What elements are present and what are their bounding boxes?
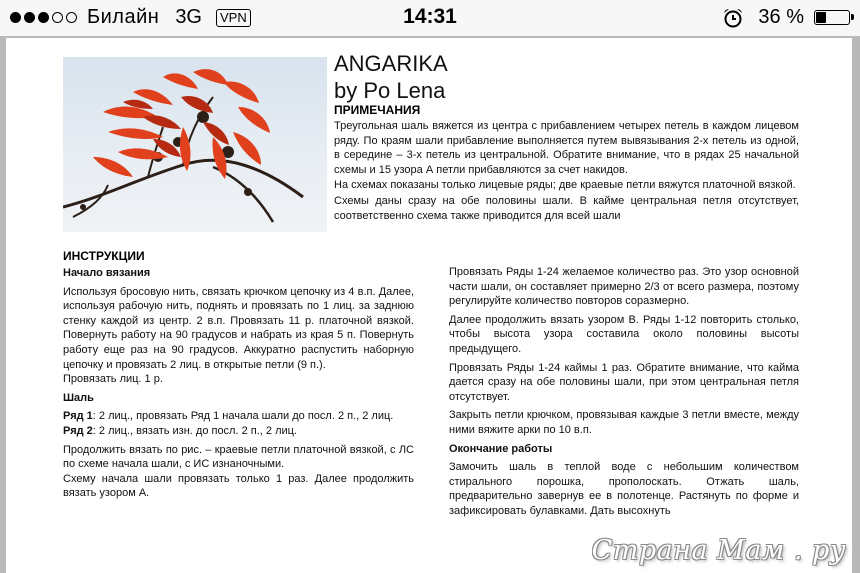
site-watermark: Страна Мам . ру bbox=[591, 535, 846, 566]
start-text-2: Провязать лиц. 1 р. bbox=[63, 373, 163, 386]
battery-icon bbox=[814, 10, 850, 25]
notes-paragraph: Схемы даны сразу на обе половины шали. В кайме центральная петля отсутствует, соответственно схема также приводится для всей шали bbox=[334, 194, 799, 222]
flower-illustration bbox=[63, 57, 327, 232]
right-paragraph-1: Провязать Ряды 1-24 желаемое количество раз. Это узор основной части шали, он составляет примерно 2/3 от всего размера, поэтому регулируйте количество повторов соразмерно. bbox=[449, 266, 799, 308]
instructions-left-column bbox=[63, 266, 414, 505]
notes-heading: ПРИМЕЧАНИЯ bbox=[334, 103, 421, 117]
instructions-heading: ИНСТРУКЦИИ bbox=[63, 249, 145, 263]
pattern-title: ANGARIKA bbox=[334, 51, 448, 76]
row-1-text: : 2 лиц., провязать Ряд 1 начала шали до посл. 2 п., 2 лиц. bbox=[92, 410, 394, 423]
right-paragraph-2: Далее продолжить вязать узором В. Ряды 1-12 повторить столько, чтобы высота узора составила около половины высоты предыдущего. bbox=[449, 313, 799, 355]
row-1 bbox=[63, 409, 414, 424]
notes-paragraph: На схемах показаны только лицевые ряды; две краевые петли вяжутся платочной вязкой. bbox=[334, 179, 796, 192]
start-heading: Начало вязания bbox=[63, 267, 151, 279]
finish-heading: Окончание работы bbox=[449, 442, 553, 455]
row-2-label: Ряд 2 bbox=[63, 424, 93, 437]
continue-text: Продолжить вязать по рис. – краевые петли платочной вязкой, с ЛС по схеме начала шали, с ИС изнаночными. bbox=[63, 443, 414, 471]
row-2-text: : 2 лиц., вязать изн. до посл. 2 п., 2 лиц. bbox=[92, 424, 297, 437]
vpn-badge: VPN bbox=[216, 9, 251, 27]
notes-paragraph: Треугольная шаль вяжется из центра с прибавлением четырех петель в каждом лицевом ряду. По краям шали прибавление выполняется путем вывязывания 2-х петель из одной, в середине – 3-х петель из центральной. Обратите внимание, что в рядах 25 начальной схемы и 15 узора А петли прибавляются за счет накидов. bbox=[334, 120, 799, 176]
start-text: Используя бросовую нить, связать крючком цепочку из 4 в.п. Далее, используя рабочую нить, поднять и провязать по 1 лиц. за заднюю стенку каждой из центр. 2 в.п. Провязать 11 р. платочной вязкой. Повернуть работу на 90 градусов и набрать из края 5 п. Повернуть работу еще раз на 90 градусов. Аккуратно распустить наборную цепочку и провязать 2 лиц. в открытые петли (9 п.). bbox=[63, 285, 414, 371]
battery-fill bbox=[816, 12, 826, 23]
row-2 bbox=[63, 424, 414, 439]
alarm-clock-icon bbox=[722, 7, 744, 29]
notes-text bbox=[334, 119, 799, 224]
clock: 14:31 bbox=[403, 5, 457, 28]
status-right bbox=[722, 6, 850, 29]
pattern-author: by Po Lena bbox=[334, 78, 446, 103]
shawl-heading: Шаль bbox=[63, 391, 94, 404]
battery-percent: 36 % bbox=[758, 6, 804, 28]
right-paragraph-3: Провязать Ряды 1-24 каймы 1 раз. Обратите внимание, что кайма дается сразу на обе половины шали, при этом центральная петля отсутствует. bbox=[449, 361, 799, 403]
row-1-label: Ряд 1 bbox=[63, 410, 93, 423]
document-page[interactable] bbox=[6, 38, 852, 573]
battery-tip bbox=[851, 14, 854, 20]
continue-text-2: Схему начала шали провязать только 1 раз. Далее продолжить вязать узором А. bbox=[63, 472, 414, 500]
instructions-right-column bbox=[449, 265, 799, 523]
carrier-name: Билайн bbox=[87, 6, 160, 28]
right-paragraph-4: Закрыть петли крючком, провязывая каждые 3 петли вместе, между ними вяжите арки по 10 в.п. bbox=[449, 409, 799, 436]
network-type: 3G bbox=[175, 6, 202, 28]
flower-photo bbox=[63, 57, 327, 232]
status-bar bbox=[0, 0, 860, 36]
finish-text: Замочить шаль в теплой воде с небольшим количеством стирального порошка, прополоскать. Отжать шаль, предварительно завернув ее в полотенце. Растянуть по форме и зафиксировать булавками. Дать высохнуть bbox=[449, 461, 799, 517]
